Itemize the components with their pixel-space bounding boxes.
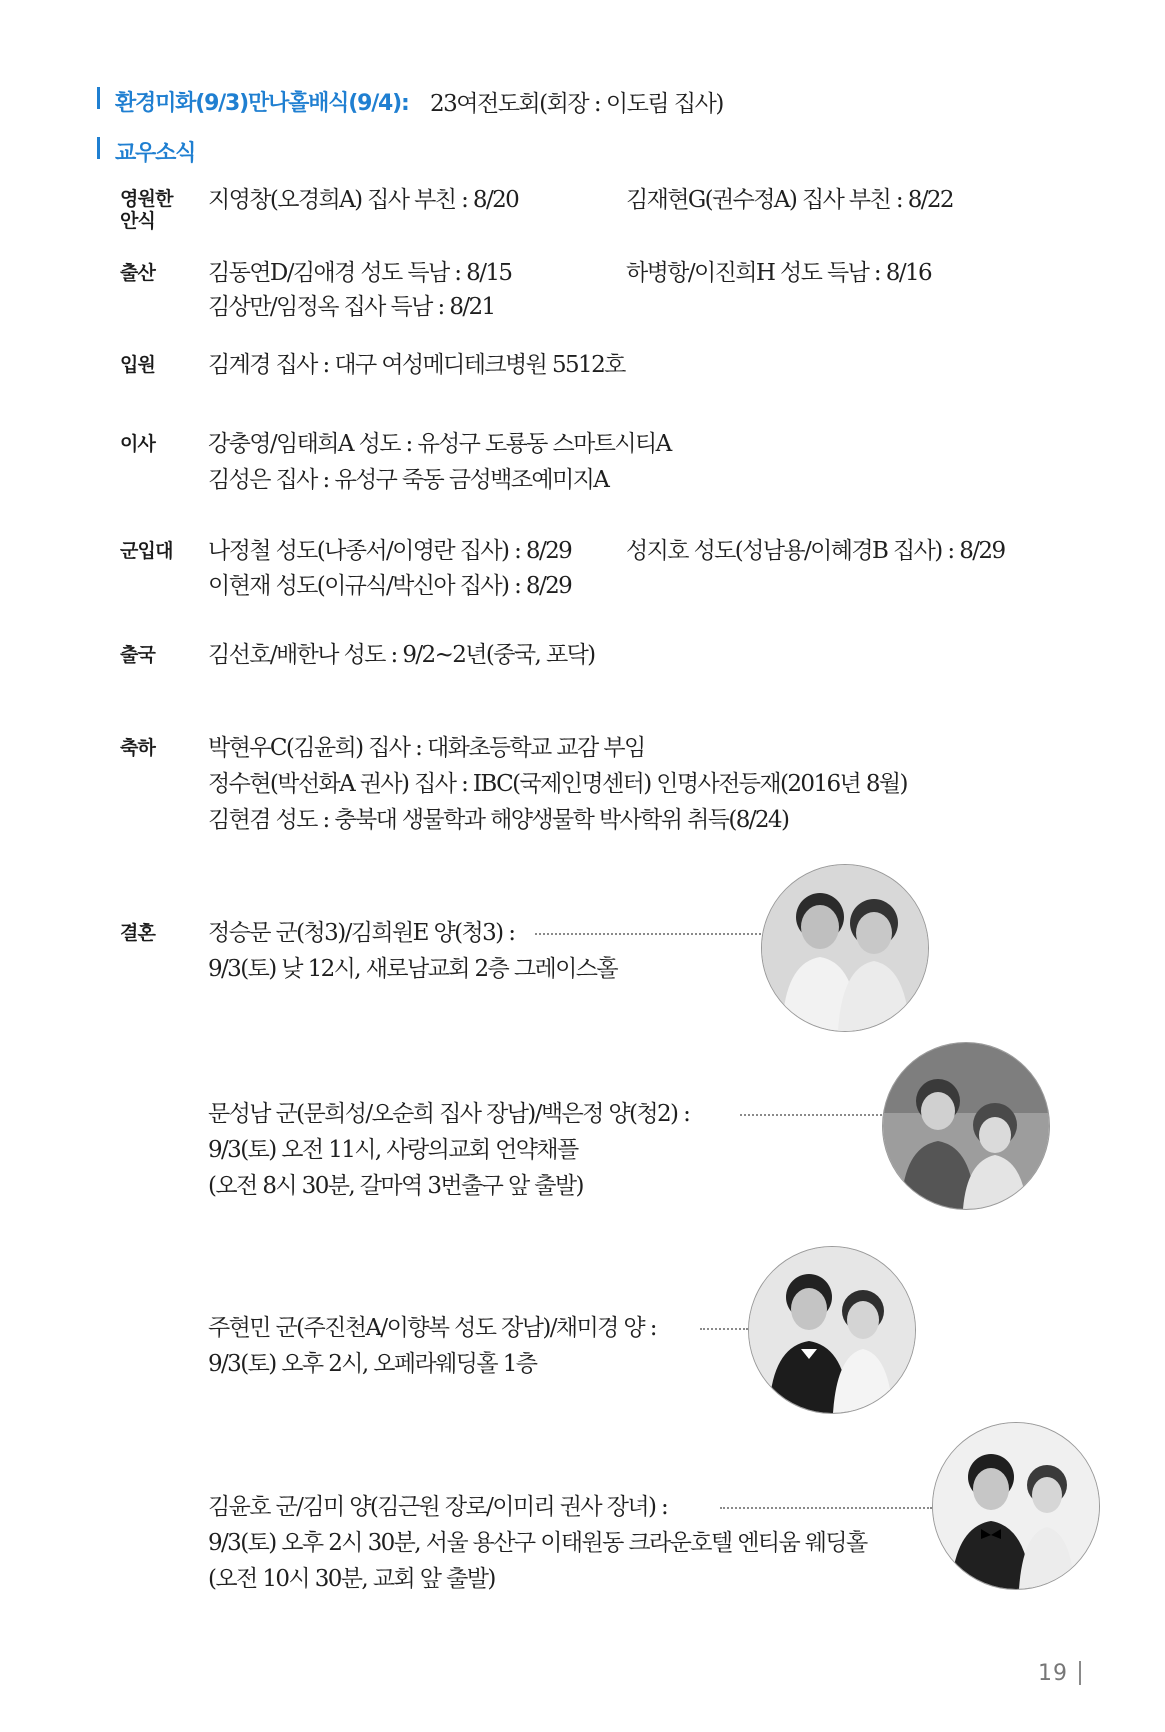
condolence-col1: 지영창(오경희A) 집사 부친 : 8/20 (208, 187, 519, 213)
wedding-4-leader-dots (720, 1507, 932, 1509)
moving-row2: 김성은 집사 : 유성구 죽동 금성백조예미지A (208, 467, 609, 493)
label-moving: 이사 (120, 433, 156, 455)
wedding-4-line2: 9/3(토) 오후 2시 30분, 서울 용산구 이태원동 크라운호텔 엔티움 웨딩홀 (208, 1530, 867, 1556)
label-birth: 출산 (120, 262, 156, 284)
label-condolence (120, 188, 190, 232)
label-congrats: 축하 (120, 737, 156, 759)
label-hospital: 입원 (120, 354, 156, 376)
departure-row1: 김선호/배한나 성도 : 9/2~2년(중국, 포닥) (208, 642, 595, 668)
wedding-1-leader-dots (535, 933, 761, 935)
wedding-2-couple-photo (882, 1042, 1050, 1210)
congrats-row3: 김현겸 성도 : 충북대 생물학과 해양생물학 박사학위 취득(8/24) (208, 807, 789, 833)
wedding-4-line1: 김윤호 군/김미 양(김근원 장로/이미리 권사 장녀) : (208, 1494, 668, 1520)
news-header-title: 교우소식 (115, 141, 196, 166)
env-header-title: 환경미화(9/3)만나홀배식(9/4): (115, 91, 409, 116)
page-number-bar (1079, 1661, 1081, 1685)
wedding-3-leader-dots (700, 1328, 748, 1330)
condolence-col2: 김재현G(권수정A) 집사 부친 : 8/22 (626, 187, 953, 213)
label-condolence-line2: 안식 (120, 210, 156, 232)
page-number: 19 (1038, 1661, 1068, 1686)
birth-row2: 김상만/임정옥 집사 득남 : 8/21 (208, 294, 495, 320)
env-header-text: 23여전도회(회장 : 이도림 집사) (430, 91, 723, 117)
wedding-1-couple-photo (761, 864, 929, 1032)
wedding-4-couple-photo (932, 1422, 1100, 1590)
congrats-row1: 박현우C(김윤희) 집사 : 대화초등학교 교감 부임 (208, 735, 645, 761)
military-row2: 이현재 성도(이규식/박신아 집사) : 8/29 (208, 573, 572, 599)
label-military: 군입대 (120, 540, 173, 562)
header-bar-news (97, 137, 100, 159)
wedding-2-line1: 문성남 군(문희성/오순희 집사 장남)/백은정 양(청2) : (208, 1101, 690, 1127)
wedding-3-line2: 9/3(토) 오후 2시, 오페라웨딩홀 1층 (208, 1351, 537, 1377)
wedding-4-line3: (오전 10시 30분, 교회 앞 출발) (208, 1566, 495, 1592)
military-row1-col2: 성지호 성도(성남용/이혜경B 집사) : 8/29 (626, 538, 1005, 564)
wedding-1-line2: 9/3(토) 낮 12시, 새로남교회 2층 그레이스홀 (208, 956, 617, 982)
birth-row1-col2: 하병항/이진희H 성도 득남 : 8/16 (626, 260, 932, 286)
wedding-1-line1: 정승문 군(청3)/김희원E 양(청3) : (208, 920, 515, 946)
wedding-2-line3: (오전 8시 30분, 갈마역 3번출구 앞 출발) (208, 1173, 583, 1199)
label-wedding: 결혼 (120, 922, 156, 944)
military-row1-col1: 나정철 성도(나종서/이영란 집사) : 8/29 (208, 538, 572, 564)
wedding-3-couple-photo (748, 1246, 916, 1414)
wedding-3-line1: 주현민 군(주진천A/이향복 성도 장남)/채미경 양 : (208, 1315, 656, 1341)
birth-row1-col1: 김동연D/김애경 성도 득남 : 8/15 (208, 260, 512, 286)
wedding-2-leader-dots (740, 1114, 882, 1116)
hospital-row1: 김계경 집사 : 대구 여성메디테크병원 5512호 (208, 352, 625, 378)
congrats-row2: 정수현(박선화A 권사) 집사 : IBC(국제인명센터) 인명사전등재(2016년 8월) (208, 771, 907, 797)
label-departure: 출국 (120, 644, 156, 666)
moving-row1: 강충영/임태희A 성도 : 유성구 도룡동 스마트시티A (208, 431, 671, 457)
label-condolence-line1: 영원한 (120, 188, 173, 210)
wedding-2-line2: 9/3(토) 오전 11시, 사랑의교회 언약채플 (208, 1137, 578, 1163)
header-bar-env (97, 87, 100, 109)
